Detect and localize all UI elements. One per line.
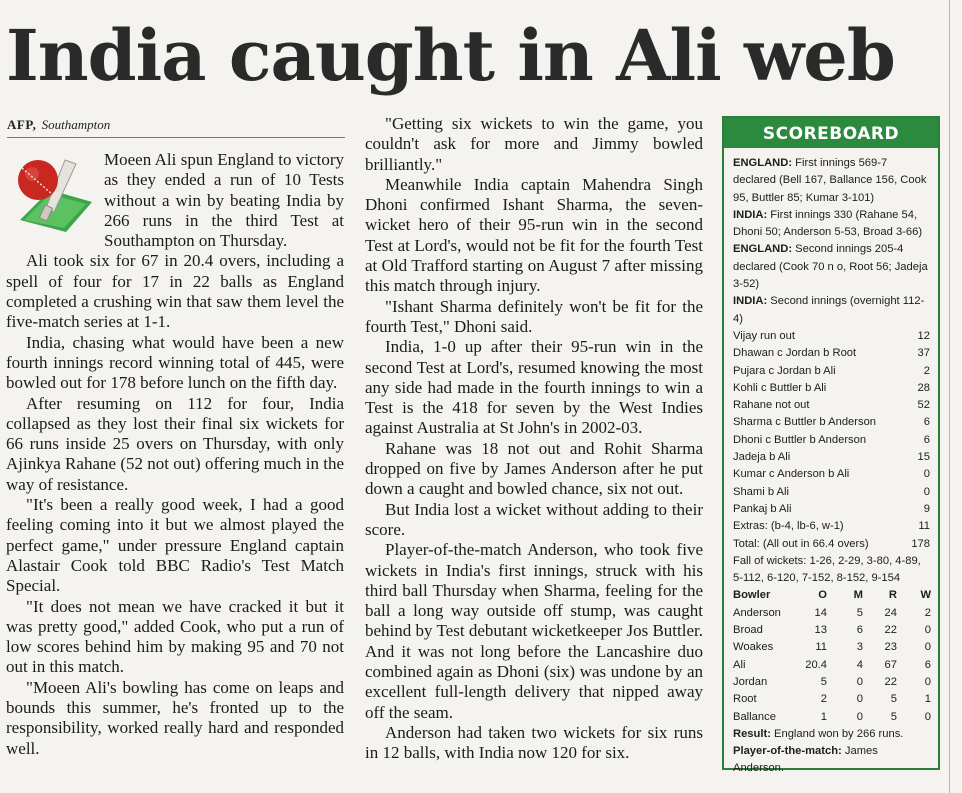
batsman: Dhawan c Jordan b Root	[733, 347, 857, 360]
batting-row	[733, 397, 930, 414]
overs: 11	[815, 641, 827, 654]
batsman: Dhoni c Buttler b Anderson	[733, 433, 867, 446]
runs: 15	[917, 451, 930, 464]
runs-conceded: 22	[884, 675, 897, 688]
pom-text: James Anderson.	[733, 745, 878, 775]
bowler-name: Ali	[733, 658, 746, 671]
bowling-table	[733, 587, 930, 725]
scoreboard-box	[722, 116, 940, 775]
runs-conceded: 24	[884, 606, 897, 619]
article-paragraph: Meanwhile India captain Mahendra Singh Dhoni confirmed Ishant Sharma, the seven-wicket hero of their 95-run win in the second Test at Lord's, would not be fit for the fourth Test at Old Trafford starting on August 7 after missing this match through injury.	[365, 174, 703, 296]
innings-summary: Second innings 205-4 declared (Cook 70 n o, Root 56; Jadeja 3-52)	[733, 243, 928, 291]
runs-conceded: 23	[884, 641, 897, 654]
batting-row	[733, 345, 930, 362]
bowling-header: R	[888, 589, 897, 602]
overs: 2	[820, 693, 827, 706]
player-of-the-match	[733, 743, 930, 778]
wickets: 0	[924, 710, 931, 723]
overs: 20.4	[805, 658, 827, 671]
wickets: 1	[924, 693, 931, 706]
bowling-header: O	[818, 589, 827, 602]
article-paragraph: After resuming on 112 for four, India collapsed as they lost their final six wickets for 66 runs inside 25 overs on Thursday, with only Ajinkya Rahane (52 not out) offering much in the way of resistance.	[6, 393, 344, 494]
maidens: 6	[856, 624, 863, 637]
innings-summary: Second innings (overnight 112-4)	[733, 295, 925, 325]
article-paragraph: But India lost a wicket without adding to their score.	[365, 499, 703, 539]
article-paragraph: "Moeen Ali's bowling has come on leaps and bounds this summer, he's fronted up to the responsibility, worked really hard and responded well.	[6, 677, 344, 758]
batting-row	[733, 363, 930, 380]
batting-row	[733, 432, 930, 449]
runs: 28	[917, 381, 930, 394]
runs: 0	[923, 485, 930, 498]
overs: 14	[814, 606, 827, 619]
maidens: 0	[856, 710, 863, 723]
maidens: 0	[856, 693, 863, 706]
batsman: Rahane not out	[733, 399, 810, 412]
bowler-name: Root	[733, 693, 757, 706]
runs: 12	[917, 329, 930, 342]
team-label: ENGLAND:	[733, 157, 793, 169]
article-paragraph: "Ishant Sharma definitely won't be fit for the fourth Test," Dhoni said.	[365, 296, 703, 336]
headline: India caught in Ali web	[6, 14, 895, 97]
article-column-2	[365, 114, 703, 764]
article-paragraph: "It's been a really good week, I had a good feeling coming into it but we almost played the perfect game," under pressure England captain Alastair Cook told BBC Radio's Test Match Special.	[6, 495, 344, 596]
fall-of-wickets: Fall of wickets: 1-26, 2-29, 3-80, 4-89, 5-112, 6-120, 7-152, 8-152, 9-154	[733, 554, 921, 585]
article-paragraph: Player-of-the-match Anderson, who took five wickets in India's first innings, struck with his third ball Thursday when Sharma, feeling for the ball a long way outside off stump, was caught behind by Test debutant wicketkeeper Jos Buttler. And it was not long before the Lancashire duo combined again as Dhoni (six) was undone by an excellent full-length delivery that nipped away off the seam.	[365, 540, 703, 722]
article-paragraph: "Getting six wickets to win the game, you couldn't ask for more and Jimmy bowled brilliantly."	[365, 114, 703, 174]
batting-row	[733, 484, 930, 501]
runs-conceded: 22	[884, 624, 897, 637]
wickets: 2	[924, 606, 931, 619]
overs: 5	[820, 675, 827, 688]
batting-row	[733, 501, 930, 518]
total-row	[733, 536, 930, 553]
byline	[7, 117, 110, 133]
maidens: 3	[856, 641, 863, 654]
batsman: Kumar c Anderson b Ali	[733, 468, 850, 481]
cricket-ball-and-bat-icon	[10, 150, 96, 234]
team-label: INDIA:	[733, 208, 768, 221]
innings-summary: First innings 569-7 declared (Bell 167, Ballance 156, Cook 95, Buttler 85; Kumar 3-101)	[733, 157, 927, 204]
maidens: 4	[856, 658, 863, 671]
bowling-header: W	[920, 589, 931, 602]
article-paragraph: Anderson had taken two wickets for six runs in 12 balls, with India now 120 for six.	[365, 722, 703, 763]
page-column-rule	[949, 0, 950, 793]
article-paragraph: India, 1-0 up after their 95-run win in the second Test at Lord's, resumed knowing the most any side had made in the fourth innings to win a Test is the 418 for seven by the West Indies against Australia at St John's in 2002-03.	[365, 337, 703, 438]
bowling-header: Bowler	[733, 589, 771, 602]
batsman: Pankaj b Ali	[733, 502, 792, 515]
byline-agency: AFP,	[7, 117, 37, 132]
bowler-name: Broad	[733, 624, 763, 637]
england-second-innings	[733, 241, 930, 293]
article-paragraph: "It does not mean we have cracked it but it was pretty good," added Cook, who put a run of low scores behind him by making 95 and 70 not out in this match.	[6, 596, 344, 677]
india-second-innings	[733, 293, 930, 328]
bowler-name: Woakes	[733, 641, 774, 654]
runs-conceded: 5	[890, 693, 897, 706]
wickets: 0	[924, 675, 931, 688]
runs: 2	[923, 364, 930, 377]
runs: 178	[911, 537, 930, 550]
batting-row	[733, 466, 930, 483]
team-label: ENGLAND:	[733, 243, 793, 256]
pom-label: Player-of-the-match:	[733, 745, 842, 758]
runs: 37	[917, 347, 930, 360]
article-column-1	[6, 150, 344, 759]
batting-row	[733, 449, 930, 466]
batsman: Sharma c Buttler b Anderson	[733, 416, 877, 429]
runs-conceded: 67	[884, 658, 897, 671]
batsman: Vijay run out	[733, 329, 795, 342]
batting-row	[733, 328, 930, 345]
england-first-innings	[733, 155, 930, 207]
bowler-name: Ballance	[733, 710, 776, 723]
batsman: Kohli c Buttler b Ali	[733, 381, 827, 394]
article-paragraph: India, chasing what would have been a new fourth innings record winning total of 445, were bowled out for 178 before lunch on the fifth day.	[6, 332, 344, 393]
india-first-innings	[733, 207, 930, 242]
scoreboard-title: SCOREBOARD	[724, 118, 938, 148]
bowler-name: Jordan	[733, 675, 768, 688]
runs: 6	[923, 433, 930, 446]
result-text: England won by 266 runs.	[774, 727, 904, 740]
team-label: INDIA:	[733, 295, 768, 308]
article-paragraph: Ali took six for 67 in 20.4 overs, including a spell of four for 17 in 22 balls as England completed a crushing win that saw them level the five-match series at 1-1.	[6, 251, 344, 332]
innings-summary: First innings 330 (Rahane 54, Dhoni 50; Anderson 5-53, Broad 3-66)	[733, 208, 923, 239]
extras-row	[733, 518, 930, 535]
bowling-header: M	[853, 589, 863, 602]
batsman: Pujara c Jordan b Ali	[733, 364, 836, 377]
overs: 13	[814, 624, 827, 637]
batting-row	[733, 380, 930, 397]
overs: 1	[820, 710, 827, 723]
bowler-name: Anderson	[733, 606, 781, 619]
runs: 11	[918, 520, 930, 533]
article-paragraph: Moeen Ali spun England to victory as they ended a run of 10 Tests without a win by beating India by 266 runs in the third Test at Southampton on Thursday.	[104, 150, 344, 251]
wickets: 6	[924, 658, 931, 671]
runs: 0	[923, 468, 930, 481]
maidens: 0	[856, 675, 863, 688]
maidens: 5	[856, 606, 863, 619]
runs: 6	[923, 416, 930, 429]
byline-divider	[7, 137, 345, 138]
byline-place: Southampton	[41, 117, 111, 132]
match-result	[733, 726, 930, 743]
runs: 52	[917, 399, 930, 412]
runs: 9	[923, 502, 930, 515]
batsman: Jadeja b Ali	[733, 451, 791, 464]
wickets: 0	[924, 641, 931, 654]
batting-row	[733, 414, 930, 431]
result-label: Result:	[733, 727, 771, 740]
scoreboard-body	[724, 148, 938, 778]
batsman: Shami b Ali	[733, 485, 789, 498]
article-paragraph: Rahane was 18 not out and Rohit Sharma dropped on five by James Anderson after he put down a caught and bowled chance, six not out.	[365, 438, 703, 499]
extras-label: Extras: (b-4, lb-6, w-1)	[733, 520, 844, 533]
total-label: Total: (All out in 66.4 overs)	[733, 537, 869, 550]
wickets: 0	[924, 624, 931, 637]
runs-conceded: 5	[890, 710, 897, 723]
